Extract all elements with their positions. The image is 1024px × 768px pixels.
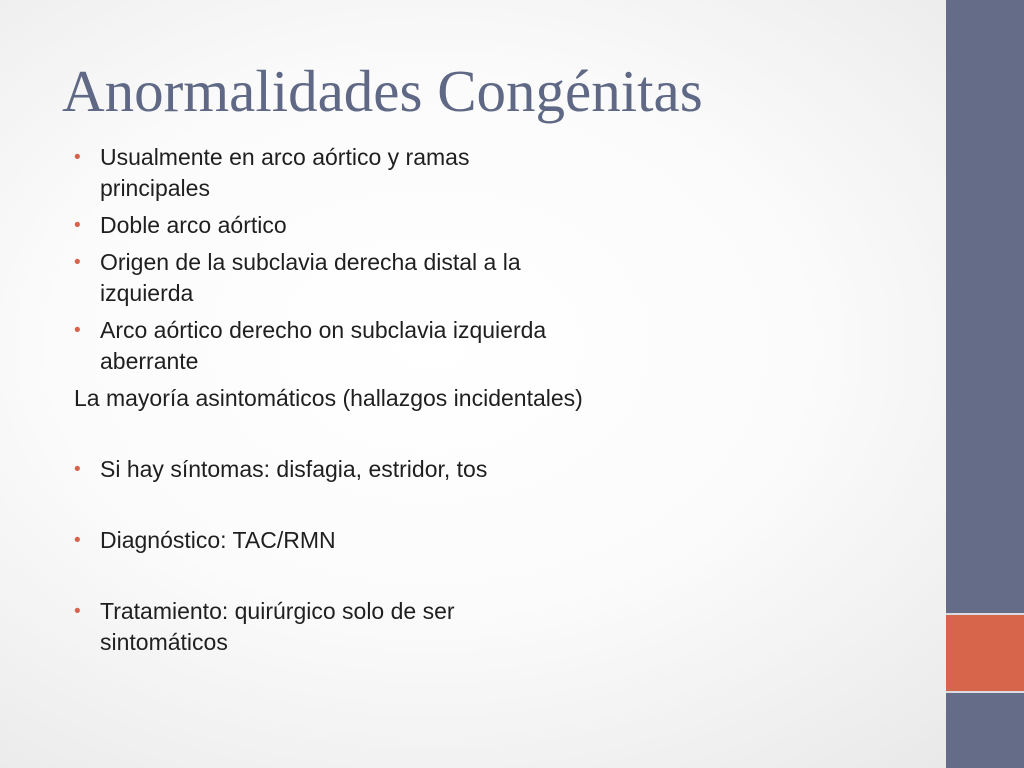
list-item bbox=[74, 525, 654, 556]
slide-body bbox=[74, 142, 654, 658]
plain-paragraph: La mayoría asintomáticos (hallazgos incidentales) bbox=[74, 385, 583, 411]
bullet-icon: • bbox=[74, 320, 81, 341]
bullet-icon: • bbox=[74, 215, 81, 236]
bullet-icon: • bbox=[74, 147, 81, 168]
sidebar-divider-bottom bbox=[946, 691, 1024, 693]
list-item-text: Doble arco aórtico bbox=[100, 212, 287, 238]
list-item bbox=[74, 315, 654, 377]
list-item-text: Tratamiento: quirúrgico solo de ser sintomáticos bbox=[100, 598, 455, 655]
list-item bbox=[74, 210, 654, 241]
list-item bbox=[74, 454, 654, 485]
bullet-icon: • bbox=[74, 601, 81, 622]
list-item-text: Arco aórtico derecho on subclavia izquierda aberrante bbox=[100, 317, 547, 374]
list-item-text: Usualmente en arco aórtico y ramas principales bbox=[100, 144, 470, 201]
list-item-text: Origen de la subclavia derecha distal a la izquierda bbox=[100, 249, 521, 306]
slide-title: Anormalidades Congénitas bbox=[62, 58, 703, 124]
bullet-icon: • bbox=[74, 530, 81, 551]
list-item bbox=[74, 247, 654, 309]
list-item bbox=[74, 142, 654, 204]
sidebar-accent-block bbox=[946, 615, 1024, 691]
list-item-text: Diagnóstico: TAC/RMN bbox=[100, 527, 336, 553]
decorative-sidebar bbox=[946, 0, 1024, 768]
bullet-icon: • bbox=[74, 252, 81, 273]
list-item-text: Si hay síntomas: disfagia, estridor, tos bbox=[100, 456, 488, 482]
list-item bbox=[74, 596, 654, 658]
bullet-icon: • bbox=[74, 459, 81, 480]
